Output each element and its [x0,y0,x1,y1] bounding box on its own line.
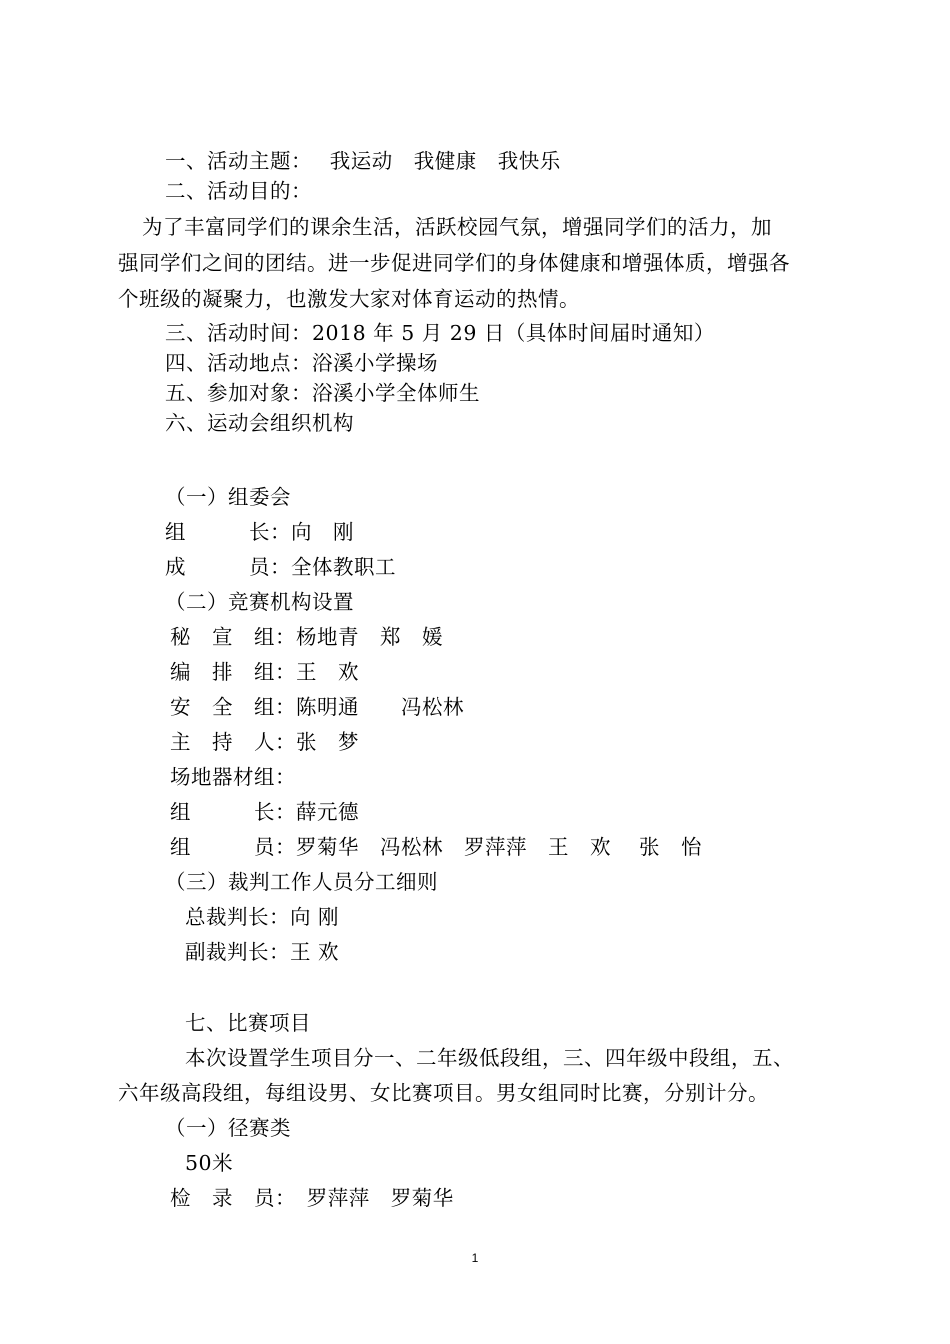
text-line-participants: 五、参加对象：浴溪小学全体师生 [165,381,480,405]
text-line-host: 主 持 人：张 梦 [170,730,359,754]
text-line-scheduling: 编 排 组：王 欢 [170,660,359,684]
text-line-equipment-leader: 组 长：薛元德 [170,800,359,824]
text-line-committee: （一）组委会 [165,485,291,509]
text-line-committee-leader: 组 长：向 刚 [165,520,354,544]
text-line-theme: 一、活动主题： 我运动 我健康 我快乐 [165,149,561,173]
text-line-checkin: 检 录 员： 罗萍萍 罗菊华 [170,1186,454,1210]
text-line-referee-division: （三）裁判工作人员分工细则 [165,870,438,894]
text-line-purpose-3: 个班级的凝聚力，也激发大家对体育运动的热情。 [118,287,580,311]
text-line-time: 三、活动时间：2018 年 5 月 29 日（具体时间届时通知） [165,321,715,345]
text-line-competition-setup: （二）竞赛机构设置 [165,590,354,614]
text-line-purpose-2: 强同学们之间的团结。进一步促进同学们的身体健康和增强体质，增强各 [118,251,790,275]
page-number: 1 [471,1251,479,1265]
text-line-secretariat: 秘 宣 组：杨地青 郑 媛 [170,625,443,649]
text-line-safety: 安 全 组：陈明通 冯松林 [170,695,464,719]
text-line-events-2: 六年级高段组，每组设男、女比赛项目。男女组同时比赛，分别计分。 [118,1081,769,1105]
text-line-equipment-group: 场地器材组： [170,765,296,789]
text-line-purpose-1: 为了丰富同学们的课余生活，活跃校园气氛，增强同学们的活力，加 [142,215,772,239]
text-line-organization: 六、运动会组织机构 [165,411,354,435]
text-line-track-events: （一）径赛类 [165,1116,291,1140]
text-line-events-1: 本次设置学生项目分一、二年级低段组，三、四年级中段组，五、 [185,1046,794,1070]
text-line-purpose-heading: 二、活动目的： [165,179,312,203]
text-line-location: 四、活动地点：浴溪小学操场 [165,351,438,375]
text-line-equipment-members: 组 员：罗菊华 冯松林 罗萍萍 王 欢 张 怡 [170,835,703,859]
text-line-committee-members: 成 员：全体教职工 [165,555,396,579]
text-line-50m: 50米 [185,1151,234,1175]
text-line-events-heading: 七、比赛项目 [185,1011,311,1035]
text-line-chief-referee: 总裁判长：向 刚 [185,905,340,929]
text-line-deputy-referee: 副裁判长：王 欢 [185,940,340,964]
